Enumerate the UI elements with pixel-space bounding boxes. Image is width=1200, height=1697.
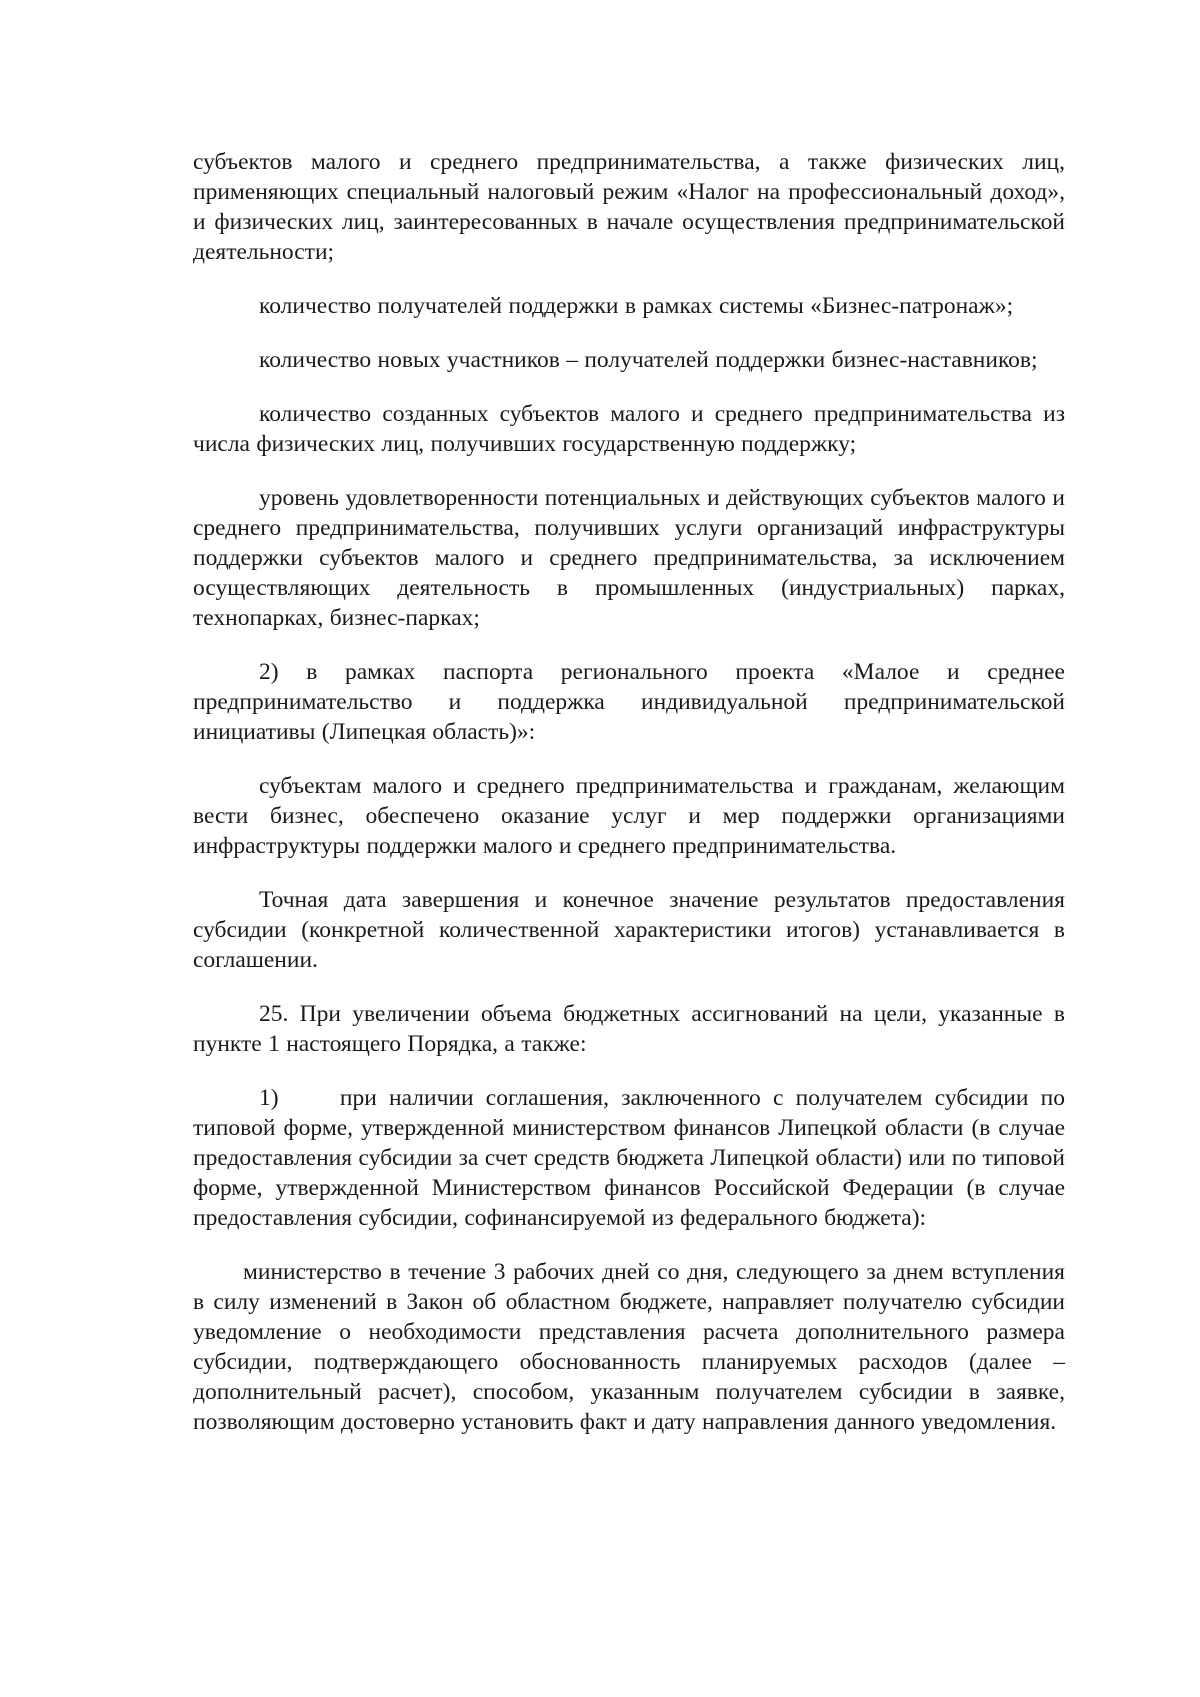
paragraph-exact-date: Точная дата завершения и конечное значение результатов предоставления субсидии (конкретной количественной характеристики итогов) устанавливается в соглашении.	[193, 887, 1065, 973]
paragraph-new-participants: количество новых участников – получателей поддержки бизнес-наставников;	[259, 347, 1038, 373]
paragraph-satisfaction-level: уровень удовлетворенности потенциальных и действующих субъектов малого и среднего предпринимательства, получивших услуги организаций инфраструктуры поддержки субъектов малого и среднего предпринимательства, за исключением осуществляющих деятельность в промышленных (индустриальных) парках, технопарках, бизнес-парках;	[193, 485, 1065, 631]
paragraph-subjects-continuation: субъектов малого и среднего предпринимательства, а также физических лиц, применяющих специальный налоговый режим «Налог на профессиональный доход», и физических лиц, заинтересованных в начале осуществления предпринимательской деятельности;	[193, 149, 1065, 265]
document-body	[193, 147, 1072, 1437]
paragraph-regional-project: 2) в рамках паспорта регионального проекта «Малое и среднее предпринимательство и поддержка индивидуальной предпринимательской инициативы (Липецкая область)»:	[193, 659, 1065, 745]
paragraph-business-patronage: количество получателей поддержки в рамках системы «Бизнес-патронаж»;	[259, 293, 1014, 319]
paragraph-subitem-1: 1) при наличии соглашения, заключенного с получателем субсидии по типовой форме, утвержденной министерством финансов Липецкой области (в случае предоставления субсидии за счет средств бюджета Липецкой области) или по типовой форме, утвержденной Министерством финансов Российской Федерации (в случае предоставления субсидии, софинансируемой из федерального бюджета):	[193, 1085, 1072, 1231]
paragraph-created-subjects: количество созданных субъектов малого и среднего предпринимательства из числа физических лиц, получивших государственную поддержку;	[193, 401, 1065, 457]
paragraph-ministry-notice: министерство в течение 3 рабочих дней со дня, следующего за днем вступления в силу изменений в Закон об областном бюджете, направляет получателю субсидии уведомление о необходимости представления расчета дополнительного размера субсидии, подтверждающего обоснованность планируемых расходов (далее – дополнительный расчет), способом, указанным получателем субсидии в заявке, позволяющим достоверно установить факт и дату направления данного уведомления.	[193, 1259, 1065, 1435]
paragraph-services-provided: субъектам малого и среднего предпринимательства и гражданам, желающим вести бизнес, обеспечено оказание услуг и мер поддержки организациями инфраструктуры поддержки малого и среднего предпринимательства.	[193, 773, 1065, 859]
paragraph-item-25: 25. При увеличении объема бюджетных ассигнований на цели, указанные в пункте 1 настоящего Порядка, а также:	[193, 1001, 1065, 1057]
